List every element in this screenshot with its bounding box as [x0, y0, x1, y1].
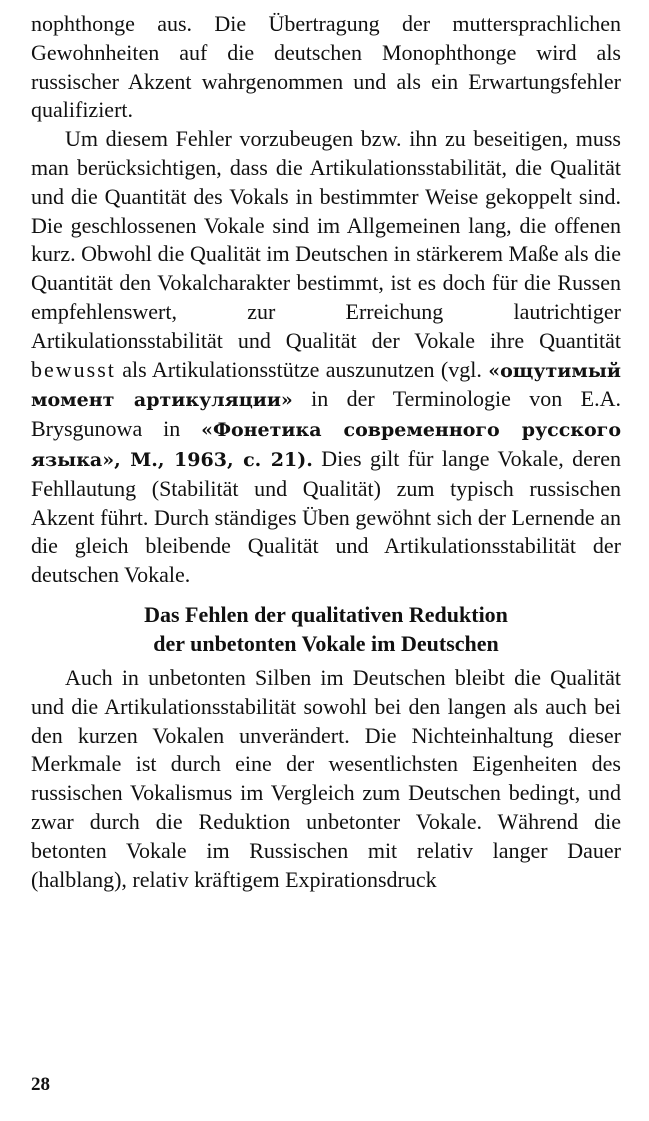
russian-citation: «Фонетика современного русского языка», М., 1963, с. 21). [31, 419, 621, 471]
emphasis-bewusst: bewusst [31, 356, 116, 382]
section-heading-line-2: der unbetonten Vokale im Deutschen [153, 630, 499, 656]
paragraph-text-b: als Artikulationsstütze auszunutzen (vgl. [115, 356, 489, 382]
section-heading-line-1: Das Fehlen der qualitativen Reduktion [144, 601, 508, 627]
paragraph-unstressed-vowels: Auch in unbetonten Silben im Deutschen bleibt die Qualität und die Artikulationsstabilität sowohl bei den langen als auch bei den kurzen Vokalen unverändert. Die Nichteinhaltung dieser Merkmale ist durch eine der wesentlichsten Eigenheiten des russischen Vokalismus im Vergleich zum Deutschen bedingt, und zwar durch die Reduktion unbetonter Vokale. Während die betonten Vokale im Russischen mit relativ langer Dauer (halblang), relativ kräftigem Expirationsdruck [31, 664, 621, 892]
paragraph-vowel-quantity [31, 125, 621, 590]
paragraph-text-c: in der Terminologie von E.A. Brysgunowa in [31, 386, 621, 442]
russian-term: «ощутимый момент артикуляции» [31, 359, 621, 412]
page-number: 28 [31, 1074, 50, 1095]
section-heading [31, 600, 621, 658]
page-body [31, 10, 621, 894]
paragraph-text-a: Um diesem Fehler vorzubeugen bzw. ihn zu beseitigen, muss man berücksichtigen, dass die Artikulationsstabilität, die Qualität und die Quantität des Vokals in bestimmter Weise gekoppelt sind. Die geschlossenen Vokale sind im Allgemeinen lang, die offenen kurz. Obwohl die Qualität im Deutschen in stärkerem Maße als die Quantität den Vokalcharakter bestimmt, ist es doch für die Russen empfehlenswert, zur Erreichung lautrichtiger Artikulationsstabilität und Qualität der Vokale ihre Quantität [31, 126, 621, 353]
paragraph-continuation: nophthonge aus. Die Übertragung der muttersprachlichen Gewohnheiten auf die deutschen Monophthonge wird als russischer Akzent wahrgenommen und als ein Erwartungsfehler qualifiziert. [31, 11, 621, 123]
paragraph-text-d: Dies gilt für lange Vokale, deren Fehllautung (Stabilität und Qualität) zum typisch russischen Akzent führt. Durch ständiges Üben gewöhnt sich der Lernende an die gleich bleibende Qualität und Artikulationsstabilität der deutschen Vokale. [31, 445, 621, 588]
